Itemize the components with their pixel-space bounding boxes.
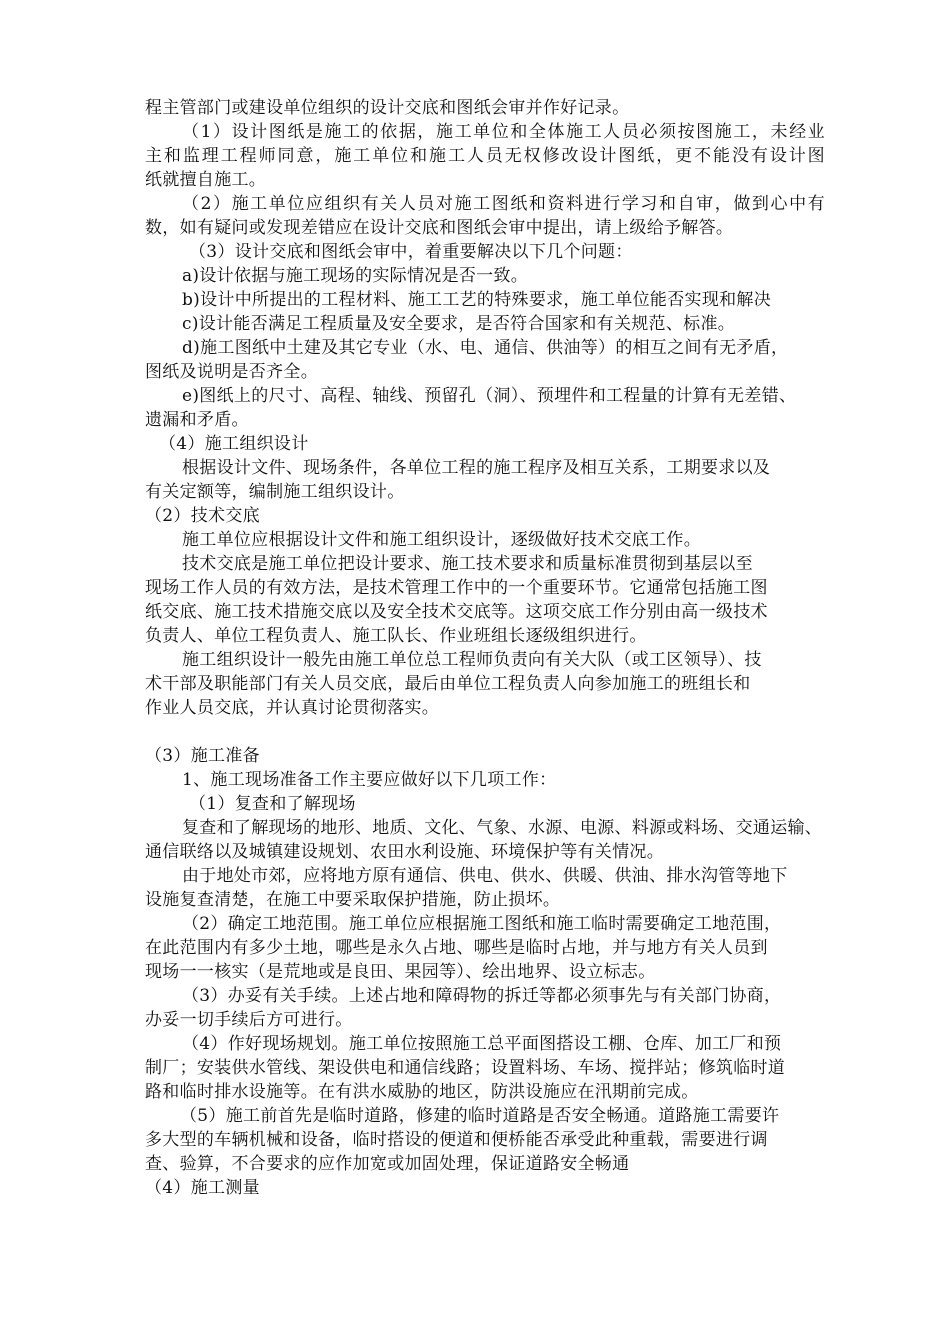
text-line: 遗漏和矛盾。 bbox=[145, 410, 249, 430]
text-line: 负责人、单位工程负责人、施工队长、作业班组长逐级组织进行。 bbox=[145, 626, 647, 646]
text-line: 有关定额等，编制施工组织设计。 bbox=[145, 482, 405, 502]
text-line: 现场一一核实（是荒地或是良田、果园等）、绘出地界、设立标志。 bbox=[145, 962, 656, 982]
text-line: 复查和了解现场的地形、地质、文化、气象、水源、电源、料源或料场、交通运输、 bbox=[182, 818, 823, 838]
text-line: 办妥一切手续后方可进行。 bbox=[145, 1010, 353, 1030]
text-line: 查、验算，不合要求的应作加宽或加固处理，保证道路安全畅通 bbox=[145, 1154, 630, 1174]
text-line: 纸就擅自施工。 bbox=[145, 170, 267, 190]
text-line: 在此范围内有多少土地，哪些是永久占地、哪些是临时占地，并与地方有关人员到 bbox=[145, 938, 768, 958]
text-line: （3）设计交底和图纸会审中，着重要解决以下几个问题： bbox=[189, 242, 633, 262]
text-line: 程主管部门或建设单位组织的设计交底和图纸会审并作好记录。 bbox=[145, 98, 630, 118]
section-heading: （3）施工准备 bbox=[145, 746, 260, 766]
text-line: e)图纸上的尺寸、高程、轴线、预留孔（洞）、预埋件和工程量的计算有无差错、 bbox=[182, 386, 797, 406]
text-line: 根据设计文件、现场条件，各单位工程的施工程序及相互关系，工期要求以及 bbox=[182, 458, 771, 478]
text-line: 施工单位应根据设计文件和施工组织设计，逐级做好技术交底工作。 bbox=[182, 530, 701, 550]
section-heading: （4）施工测量 bbox=[145, 1178, 260, 1198]
text-line: 数，如有疑问或发现差错应在设计交底和图纸会审中提出，请上级给予解答。 bbox=[145, 218, 734, 238]
text-line: 多大型的车辆机械和设备，临时搭设的便道和便桥能否承受此种重载，需要进行调 bbox=[145, 1130, 768, 1150]
text-line: 术干部及职能部门有关人员交底，最后由单位工程负责人向参加施工的班组长和 bbox=[145, 674, 751, 694]
text-line: （4）作好现场规划。施工单位按照施工总平面图搭设工棚、仓库、加工厂和预 bbox=[182, 1034, 782, 1054]
text-line: 通信联络以及城镇建设规划、农田水利设施、环境保护等有关情况。 bbox=[145, 842, 664, 862]
text-line: （3）办妥有关手续。上述占地和障碍物的拆迁等都必须事先与有关部门协商， bbox=[182, 986, 782, 1006]
text-line: 由于地处市郊，应将地方原有通信、供电、供水、供暖、供油、排水沟管等地下 bbox=[182, 866, 788, 886]
subsection-heading: （1）复查和了解现场 bbox=[189, 794, 356, 814]
text-line: 路和临时排水设施等。在有洪水威胁的地区，防洪设施应在汛期前完成。 bbox=[145, 1082, 699, 1102]
text-line: 主和监理工程师同意，施工单位和施工人员无权修改设计图纸，更不能没有设计图 bbox=[145, 146, 825, 166]
section-heading: （2）技术交底 bbox=[145, 506, 260, 526]
text-line: c)设计能否满足工程质量及安全要求，是否符合国家和有关规范、标准。 bbox=[182, 314, 736, 334]
text-line: b)设计中所提出的工程材料、施工工艺的特殊要求，施工单位能否实现和解决 bbox=[182, 290, 772, 310]
text-line: 设施复查清楚，在施工中要采取保护措施，防止损坏。 bbox=[145, 890, 561, 910]
text-line: 1、施工现场准备工作主要应做好以下几项工作： bbox=[182, 770, 557, 790]
text-line: （5）施工前首先是临时道路，修建的临时道路是否安全畅通。道路施工需要许 bbox=[180, 1106, 780, 1126]
text-line: （2）确定工地范围。施工单位应根据施工图纸和施工临时需要确定工地范围， bbox=[182, 914, 782, 934]
text-line: 纸交底、施工技术措施交底以及安全技术交底等。这项交底工作分别由高一级技术 bbox=[145, 602, 768, 622]
paragraph-gap bbox=[145, 720, 825, 744]
text-line: （2）施工单位应组织有关人员对施工图纸和资料进行学习和自审，做到心中有 bbox=[182, 194, 825, 214]
text-line: 图纸及说明是否齐全。 bbox=[145, 362, 318, 382]
section-heading: （4）施工组织设计 bbox=[159, 434, 309, 454]
text-line: 技术交底是施工单位把设计要求、施工技术要求和质量标准贯彻到基层以至 bbox=[182, 554, 753, 574]
text-line: 制厂；安装供水管线、架设供电和通信线路；设置料场、车场、搅拌站；修筑临时道 bbox=[145, 1058, 786, 1078]
text-line: （1）设计图纸是施工的依据，施工单位和全体施工人员必须按图施工，未经业 bbox=[182, 122, 825, 142]
text-line: 作业人员交底，并认真讨论贯彻落实。 bbox=[145, 698, 440, 718]
text-line: a)设计依据与施工现场的实际情况是否一致。 bbox=[182, 266, 529, 286]
document-body bbox=[145, 96, 825, 1200]
text-line: 现场工作人员的有效方法，是技术管理工作中的一个重要环节。它通常包括施工图 bbox=[145, 578, 768, 598]
text-line: 施工组织设计一般先由施工单位总工程师负责向有关大队（或工区领导）、技 bbox=[182, 650, 762, 670]
text-line: d)施工图纸中土建及其它专业（水、电、通信、供油等）的相互之间有无矛盾， bbox=[182, 338, 789, 358]
